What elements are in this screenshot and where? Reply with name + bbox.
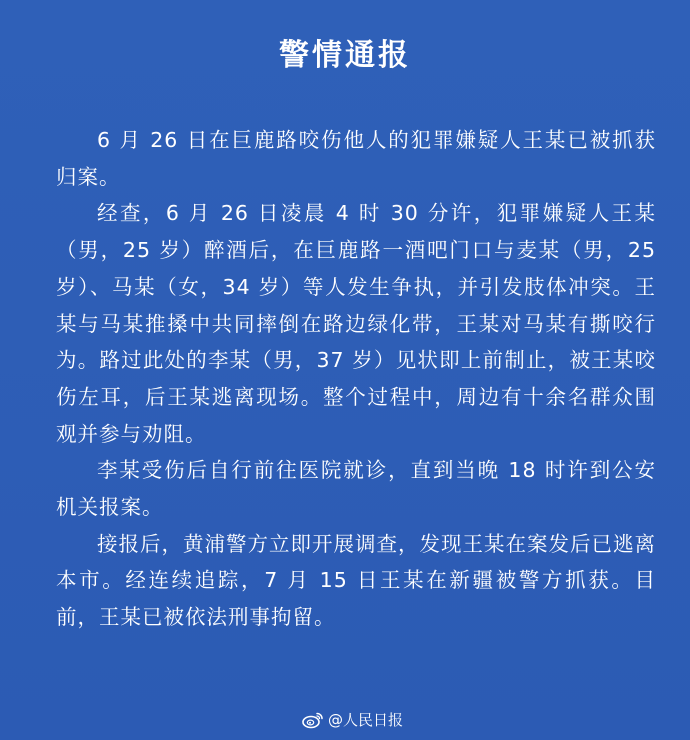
paragraph-4: 接报后，黄浦警方立即开展调查，发现王某在案发后已逃离本市。经连续追踪，7 月 15 日王某在新疆被警方抓获。目前，王某已被依法刑事拘留。	[56, 531, 656, 630]
notice-body	[56, 122, 656, 636]
paragraph-3: 李某受伤后自行前往医院就诊，直到当晚 18 时许到公安机关报案。	[56, 458, 656, 520]
watermark-text: @人民日报	[328, 711, 404, 729]
notice-title: 警情通报	[279, 38, 411, 73]
paragraph-2: 经查，6 月 26 日凌晨 4 时 30 分许，犯罪嫌疑人王某（男，25 岁）醉酒后，在巨鹿路一酒吧门口与麦某（男，25 岁）、马某（女，34 岁）等人发生争执，并引发肢体冲突。王某与马某推搡中共同摔倒在路边绿化带，王某对马某有撕咬行为。路过此处的李某（男，37 岁）见状即上前制止，被王某咬伤左耳，后王某逃离现场。整个过程中，周边有十余名群众围观并参与劝阻。	[56, 201, 656, 446]
weibo-icon	[302, 711, 324, 729]
paragraph-1: 6 月 26 日在巨鹿路咬伤他人的犯罪嫌疑人王某已被抓获归案。	[56, 128, 656, 189]
watermark	[302, 710, 403, 730]
